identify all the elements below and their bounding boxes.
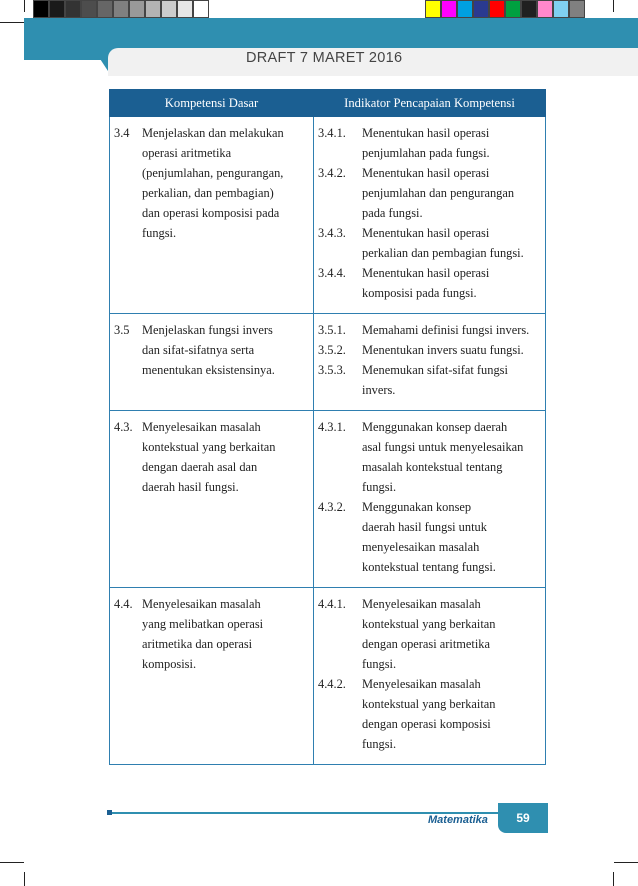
- color-swatch: [65, 0, 81, 18]
- color-swatch: [161, 0, 177, 18]
- crop-mark: [0, 22, 24, 23]
- text-line: (penjumlahan, pengurangan,: [142, 166, 284, 180]
- kd-number: 4.4.: [114, 597, 133, 611]
- text-line: daerah hasil fungsi untuk: [362, 520, 487, 534]
- indikator-item: [318, 417, 541, 497]
- text-line: invers.: [362, 383, 396, 397]
- color-swatch: [97, 0, 113, 18]
- text-line: dan operasi komposisi pada: [142, 206, 280, 220]
- kd-number: 3.5: [114, 323, 130, 337]
- crop-mark: [0, 862, 24, 863]
- indikator-text: [362, 674, 541, 754]
- color-swatch: [489, 0, 505, 18]
- kompetensi-dasar-cell: [110, 411, 314, 588]
- indikator-cell: [314, 314, 546, 411]
- text-line: Menyelesaikan masalah: [362, 597, 481, 611]
- text-line: kontekstual yang berkaitan: [362, 697, 496, 711]
- text-line: menentukan eksistensinya.: [142, 363, 275, 377]
- kd-text: [142, 123, 309, 243]
- text-line: Menentukan invers suatu fungsi.: [362, 343, 524, 357]
- indikator-item: [318, 163, 541, 223]
- text-line: komposisi.: [142, 657, 197, 671]
- indikator-number: 4.3.1.: [318, 420, 346, 434]
- kd-text: [142, 417, 309, 497]
- color-swatch: [457, 0, 473, 18]
- text-line: kontekstual tentang fungsi.: [362, 560, 496, 574]
- color-swatch: [129, 0, 145, 18]
- color-swatch: [177, 0, 193, 18]
- competency-table: [109, 89, 546, 765]
- crop-mark: [613, 872, 614, 886]
- text-line: penjumlahan pada fungsi.: [362, 146, 490, 160]
- color-swatch: [553, 0, 569, 18]
- color-swatch: [473, 0, 489, 18]
- color-calibration-bar: [425, 0, 585, 18]
- text-line: perkalian, dan pembagian): [142, 186, 274, 200]
- table-row: [110, 588, 546, 765]
- indikator-item: [318, 320, 541, 340]
- text-line: pada fungsi.: [362, 206, 423, 220]
- color-swatch: [193, 0, 209, 18]
- indikator-item: [318, 594, 541, 674]
- text-line: Menentukan hasil operasi: [362, 166, 490, 180]
- indikator-number: 4.4.2.: [318, 677, 346, 691]
- color-swatch: [505, 0, 521, 18]
- indikator-text: [362, 497, 541, 577]
- text-line: dengan daerah asal dan: [142, 460, 258, 474]
- column-header-kompetensi-dasar: Kompetensi Dasar: [110, 90, 314, 117]
- indikator-text: [362, 163, 541, 223]
- kompetensi-dasar-cell: [110, 588, 314, 765]
- indikator-number: 4.3.2.: [318, 500, 346, 514]
- kd-item: [114, 417, 309, 497]
- text-line: fungsi.: [362, 737, 397, 751]
- kompetensi-dasar-cell: [110, 117, 314, 314]
- crop-mark: [613, 0, 614, 12]
- kd-text: [142, 594, 309, 674]
- text-line: aritmetika dan operasi: [142, 637, 253, 651]
- text-line: kontekstual yang berkaitan: [142, 440, 276, 454]
- color-swatch: [33, 0, 49, 18]
- indikator-text: [362, 263, 541, 303]
- indikator-text: [362, 320, 541, 340]
- color-swatch: [113, 0, 129, 18]
- color-swatch: [145, 0, 161, 18]
- indikator-text: [362, 223, 541, 263]
- text-line: operasi aritmetika: [142, 146, 232, 160]
- indikator-item: [318, 340, 541, 360]
- indikator-number: 3.5.1.: [318, 323, 346, 337]
- text-line: Menggunakan konsep daerah: [362, 420, 508, 434]
- indikator-number: 3.4.4.: [318, 266, 346, 280]
- kd-item: [114, 320, 309, 380]
- text-line: fungsi.: [142, 226, 177, 240]
- text-line: Menyelesaikan masalah: [142, 597, 261, 611]
- footer-marker: [107, 810, 112, 815]
- text-line: daerah hasil fungsi.: [142, 480, 239, 494]
- text-line: fungsi.: [362, 480, 397, 494]
- indikator-number: 3.5.3.: [318, 363, 346, 377]
- text-line: Menentukan hasil operasi: [362, 266, 490, 280]
- table-row: [110, 314, 546, 411]
- text-line: Menemukan sifat-sifat fungsi: [362, 363, 508, 377]
- indikator-text: [362, 340, 541, 360]
- text-line: Menjelaskan fungsi invers: [142, 323, 273, 337]
- color-swatch: [81, 0, 97, 18]
- text-line: Menjelaskan dan melakukan: [142, 126, 284, 140]
- indikator-number: 3.4.1.: [318, 126, 346, 140]
- text-line: Menggunakan konsep: [362, 500, 472, 514]
- column-header-indikator: Indikator Pencapaian Kompetensi: [314, 90, 546, 117]
- text-line: Menyelesaikan masalah: [362, 677, 481, 691]
- text-line: kontekstual yang berkaitan: [362, 617, 496, 631]
- indikator-number: 3.4.3.: [318, 226, 346, 240]
- kd-item: [114, 594, 309, 674]
- indikator-cell: [314, 411, 546, 588]
- text-line: perkalian dan pembagian fungsi.: [362, 246, 524, 260]
- indikator-text: [362, 123, 541, 163]
- table-row: [110, 117, 546, 314]
- text-line: Menentukan hasil operasi: [362, 226, 490, 240]
- text-line: Menentukan hasil operasi: [362, 126, 490, 140]
- text-line: dengan operasi komposisi: [362, 717, 491, 731]
- table-header-row: [110, 90, 546, 117]
- color-swatch: [441, 0, 457, 18]
- kd-item: [114, 123, 309, 243]
- color-swatch: [425, 0, 441, 18]
- text-line: komposisi pada fungsi.: [362, 286, 477, 300]
- indikator-text: [362, 417, 541, 497]
- indikator-number: 4.4.1.: [318, 597, 346, 611]
- footer-subject: Matematika: [428, 814, 488, 826]
- crop-mark: [24, 872, 25, 886]
- text-line: yang melibatkan operasi: [142, 617, 264, 631]
- indikator-item: [318, 123, 541, 163]
- indikator-number: 3.4.2.: [318, 166, 346, 180]
- indikator-item: [318, 497, 541, 577]
- indikator-number: 3.5.2.: [318, 343, 346, 357]
- text-line: masalah kontekstual tentang: [362, 460, 503, 474]
- kd-number: 3.4: [114, 126, 130, 140]
- text-line: Memahami definisi fungsi invers.: [362, 323, 530, 337]
- color-swatch: [49, 0, 65, 18]
- crop-mark: [24, 0, 25, 12]
- indikator-text: [362, 594, 541, 674]
- indikator-text: [362, 360, 541, 400]
- text-line: menyelesaikan masalah: [362, 540, 480, 554]
- indikator-item: [318, 223, 541, 263]
- kompetensi-dasar-cell: [110, 314, 314, 411]
- crop-mark: [614, 862, 638, 863]
- text-line: fungsi.: [362, 657, 397, 671]
- draft-label: DRAFT 7 MARET 2016: [246, 50, 403, 66]
- text-line: asal fungsi untuk menyelesaikan: [362, 440, 524, 454]
- text-line: penjumlahan dan pengurangan: [362, 186, 515, 200]
- kd-text: [142, 320, 309, 380]
- color-swatch: [537, 0, 553, 18]
- text-line: dengan operasi aritmetika: [362, 637, 490, 651]
- page-number: 59: [516, 811, 530, 825]
- table-row: [110, 411, 546, 588]
- color-swatch: [521, 0, 537, 18]
- color-swatch: [569, 0, 585, 18]
- indikator-cell: [314, 588, 546, 765]
- text-line: dan sifat-sifatnya serta: [142, 343, 255, 357]
- grayscale-calibration-bar: [33, 0, 209, 18]
- text-line: Menyelesaikan masalah: [142, 420, 261, 434]
- indikator-item: [318, 360, 541, 400]
- indikator-cell: [314, 117, 546, 314]
- indikator-item: [318, 263, 541, 303]
- indikator-item: [318, 674, 541, 754]
- kd-number: 4.3.: [114, 420, 133, 434]
